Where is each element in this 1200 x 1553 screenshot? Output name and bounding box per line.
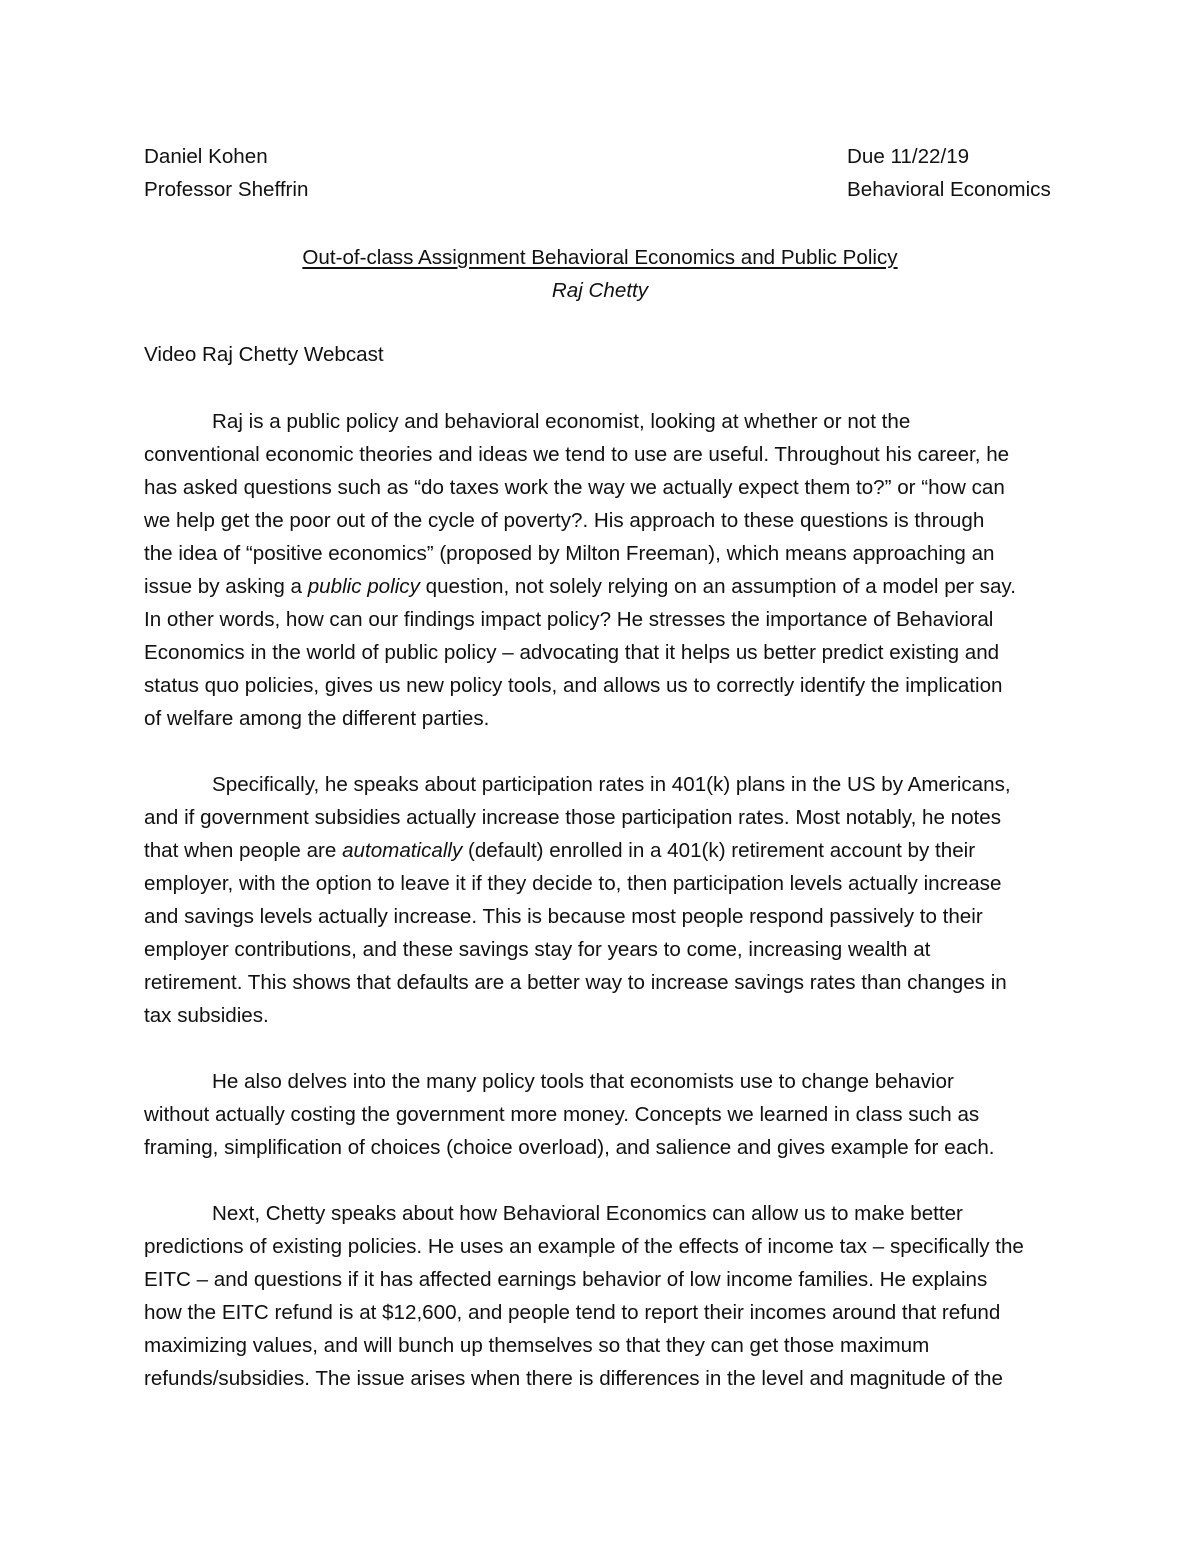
text-line: retirement. This shows that defaults are a better way to increase savings rates than changes in [144,971,1007,994]
text-segment: issue by asking a [144,575,308,598]
paragraph [144,1065,1057,1164]
text-line: without actually costing the government more money. Concepts we learned in class such as [144,1103,980,1126]
text-line: has asked questions such as “do taxes work the way we actually expect them to?” or “how can [144,476,1005,499]
text-line: and if government subsidies actually increase those participation rates. Most notably, he notes [144,806,1002,829]
paragraph [144,1197,1057,1395]
text-line: employer contributions, and these savings stay for years to come, increasing wealth at [144,938,931,961]
course-name: Behavioral Economics [847,178,1051,201]
text-line: Economics in the world of public policy – advocating that it helps us better predict existing and [144,641,1000,664]
text-line: Specifically, he speaks about participation rates in 401(k) plans in the US by Americans, [212,773,1011,796]
text-line: framing, simplification of choices (choice overload), and salience and gives example for each. [144,1136,995,1159]
text-line [144,834,1057,867]
text-line: predictions of existing policies. He uses an example of the effects of income tax – specifically the [144,1235,1024,1258]
text-line: EITC – and questions if it has affected earnings behavior of low income families. He explains [144,1268,988,1291]
text-line: Raj is a public policy and behavioral economist, looking at whether or not the [212,410,911,433]
text-line: tax subsidies. [144,1004,269,1027]
text-line: how the EITC refund is at $12,600, and people tend to report their incomes around that refund [144,1301,1001,1324]
paragraph [144,768,1057,1032]
header-right [847,140,1051,206]
text-line: conventional economic theories and ideas we tend to use are useful. Throughout his career, he [144,443,1010,466]
professor-name: Professor Sheffrin [144,178,309,201]
emphasized-text: public policy [307,575,420,598]
text-line: the idea of “positive economics” (proposed by Milton Freeman), which means approaching an [144,542,995,565]
document-title-block [0,241,1200,307]
text-line: we help get the poor out of the cycle of poverty?. His approach to these questions is through [144,509,985,532]
emphasized-text: automatically [342,839,463,862]
text-line: of welfare among the different parties. [144,707,490,730]
text-line: In other words, how can our findings impact policy? He stresses the importance of Behavioral [144,608,994,631]
text-line: Next, Chetty speaks about how Behavioral Economics can allow us to make better [212,1202,963,1225]
due-date: Due 11/22/19 [847,145,970,168]
author-name: Daniel Kohen [144,145,268,168]
document-title: Out-of-class Assignment Behavioral Economics and Public Policy [302,246,898,269]
text-line: status quo policies, gives us new policy tools, and allows us to correctly identify the implication [144,674,1003,697]
text-line: employer, with the option to leave it if they decide to, then participation levels actually increase [144,872,1002,895]
text-line [144,570,1057,603]
document-body [144,405,1057,1428]
text-segment: that when people are [144,839,343,862]
text-line: He also delves into the many policy tools that economists use to change behavior [212,1070,954,1093]
header-left [144,140,308,206]
text-line: maximizing values, and will bunch up themselves so that they can get those maximum [144,1334,930,1357]
section-label: Video Raj Chetty Webcast [144,343,384,366]
text-line: and savings levels actually increase. This is because most people respond passively to their [144,905,983,928]
paragraph [144,405,1057,735]
text-segment: (default) enrolled in a 401(k) retirement account by their [462,839,976,862]
document-subtitle: Raj Chetty [551,279,649,302]
text-segment: question, not solely relying on an assumption of a model per say. [419,575,1016,598]
text-line: refunds/subsidies. The issue arises when there is differences in the level and magnitude of the [144,1367,1003,1390]
